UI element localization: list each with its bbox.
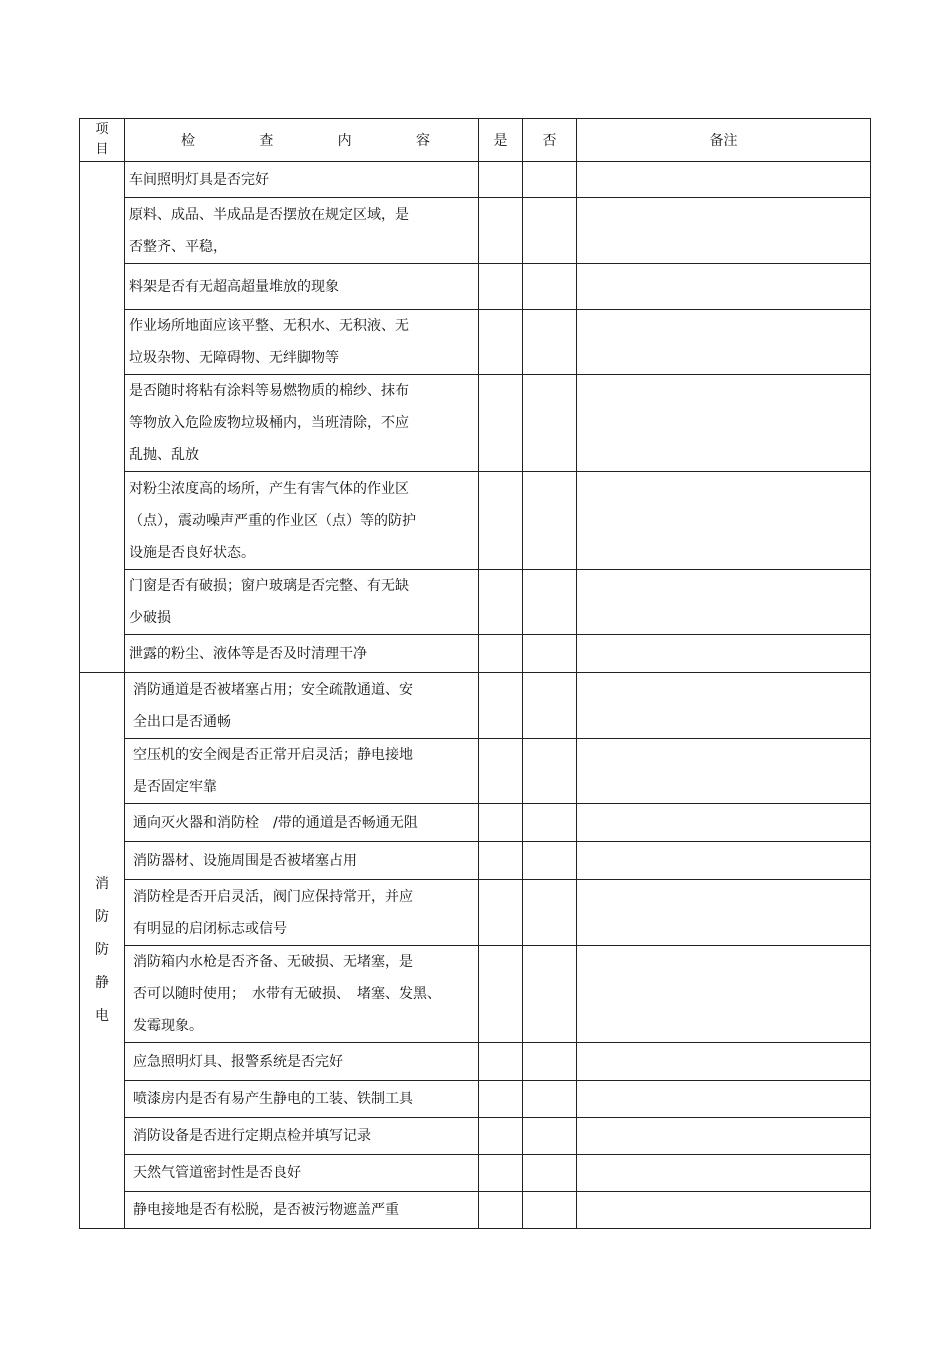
- check-item-line: 乱抛、乱放: [129, 447, 199, 463]
- content-header-char: 查: [259, 133, 274, 149]
- category-char: 防: [95, 942, 109, 958]
- check-item-line: 消防栓是否开启灵活，阀门应保持常开，并应: [133, 888, 413, 905]
- check-item-line: 是否固定牢靠: [133, 779, 217, 795]
- check-item-content: [125, 570, 479, 635]
- no-cell[interactable]: [523, 673, 577, 739]
- checklist-row: [80, 472, 871, 570]
- check-item-content: [125, 1043, 479, 1081]
- remark-cell[interactable]: [577, 570, 871, 635]
- no-cell[interactable]: [523, 1043, 577, 1081]
- check-item-line: 对粉尘浓度高的场所，产生有害气体的作业区: [129, 480, 409, 497]
- checklist-row: [80, 310, 871, 375]
- check-item-line: 静电接地是否有松脱，是否被污物遮盖严重: [133, 1202, 399, 1218]
- yes-cell[interactable]: [479, 804, 523, 842]
- checklist-row: [80, 1081, 871, 1118]
- remark-cell[interactable]: [577, 1043, 871, 1081]
- no-cell[interactable]: [523, 264, 577, 310]
- yes-cell[interactable]: [479, 635, 523, 673]
- yes-column-header: 是: [479, 119, 523, 162]
- no-cell[interactable]: [523, 946, 577, 1043]
- remark-cell[interactable]: [577, 375, 871, 472]
- yes-cell[interactable]: [479, 880, 523, 946]
- remark-cell[interactable]: [577, 946, 871, 1043]
- check-item-content: [125, 162, 479, 198]
- check-item-line: 全出口是否通畅: [133, 713, 231, 730]
- remark-cell[interactable]: [577, 1081, 871, 1118]
- check-item-line: 空压机的安全阀是否正常开启灵活；静电接地: [133, 747, 413, 763]
- item-column-header: [80, 119, 125, 162]
- no-cell[interactable]: [523, 739, 577, 804]
- no-cell[interactable]: [523, 472, 577, 570]
- check-item-content: [125, 1118, 479, 1155]
- no-cell[interactable]: [523, 635, 577, 673]
- check-item-content: [125, 198, 479, 264]
- check-item-line: 料架是否有无超高超量堆放的现象: [129, 278, 339, 295]
- item-header-char: 目: [95, 142, 109, 157]
- check-item-content: [125, 472, 479, 570]
- no-cell[interactable]: [523, 804, 577, 842]
- check-item-line: 垃圾杂物、无障碍物、无绊脚物等: [129, 350, 339, 366]
- yes-cell[interactable]: [479, 198, 523, 264]
- item-header-char: 项: [95, 122, 109, 137]
- check-item-line: 应急照明灯具、报警系统是否完好: [133, 1053, 343, 1070]
- check-item-line: 是否随时将粘有涂料等易燃物质的棉纱、抹布: [129, 383, 409, 399]
- check-item-line: 通向灭火器和消防栓 /带的通道是否畅通无阻: [133, 814, 418, 831]
- checklist-row: [80, 198, 871, 264]
- no-cell[interactable]: [523, 1192, 577, 1229]
- yes-cell[interactable]: [479, 472, 523, 570]
- remark-cell[interactable]: [577, 673, 871, 739]
- check-item-line: 少破损: [129, 610, 171, 626]
- checklist-row: [80, 635, 871, 673]
- remark-cell[interactable]: [577, 1118, 871, 1155]
- category-char: 静: [95, 975, 109, 991]
- check-item-content: [125, 310, 479, 375]
- remark-cell[interactable]: [577, 264, 871, 310]
- check-item-line: 有明显的启闭标志或信号: [133, 920, 287, 937]
- category-cell: [80, 673, 125, 1229]
- category-char: 防: [95, 909, 109, 925]
- yes-cell[interactable]: [479, 1192, 523, 1229]
- checklist-row: [80, 842, 871, 880]
- content-header-char: 检: [181, 133, 195, 149]
- remark-cell[interactable]: [577, 842, 871, 880]
- yes-cell[interactable]: [479, 375, 523, 472]
- content-header-char: 内: [337, 133, 352, 149]
- yes-cell[interactable]: [479, 1118, 523, 1155]
- checklist-row: [80, 162, 871, 198]
- remark-cell[interactable]: [577, 635, 871, 673]
- checklist-row: [80, 264, 871, 310]
- yes-cell[interactable]: [479, 264, 523, 310]
- check-item-line: 消防箱内水枪是否齐备、无破损、无堵塞，是: [133, 954, 413, 970]
- remark-cell[interactable]: [577, 472, 871, 570]
- check-item-content: [125, 635, 479, 673]
- check-item-line: 消防通道是否被堵塞占用；安全疏散通道、安: [133, 681, 413, 698]
- remark-cell[interactable]: [577, 198, 871, 264]
- header-row: [80, 119, 871, 162]
- check-item-content: [125, 375, 479, 472]
- check-item-content: [125, 946, 479, 1043]
- check-item-content: [125, 1192, 479, 1229]
- yes-cell[interactable]: [479, 739, 523, 804]
- remark-cell[interactable]: [577, 880, 871, 946]
- yes-cell[interactable]: [479, 162, 523, 198]
- check-item-line: 发霉现象。: [133, 1018, 203, 1034]
- check-item-line: （点），震动噪声严重的作业区（点）等的防护: [129, 512, 416, 529]
- no-cell[interactable]: [523, 842, 577, 880]
- checklist-row: [80, 570, 871, 635]
- content-column-header: [125, 119, 479, 162]
- check-item-content: [125, 804, 479, 842]
- yes-cell[interactable]: [479, 1043, 523, 1081]
- yes-cell[interactable]: [479, 842, 523, 880]
- checklist-row: [80, 946, 871, 1043]
- check-item-line: 泄露的粉尘、液体等是否及时清理干净: [129, 645, 367, 662]
- no-cell[interactable]: [523, 375, 577, 472]
- checklist-row: [80, 1192, 871, 1229]
- remark-column-header: 备注: [577, 119, 871, 162]
- check-item-line: 车间照明灯具是否完好: [129, 171, 269, 188]
- check-item-line: 原料、成品、半成品是否摆放在规定区域，是: [129, 206, 409, 223]
- yes-cell[interactable]: [479, 1155, 523, 1192]
- no-cell[interactable]: [523, 198, 577, 264]
- checklist-row: [80, 1118, 871, 1155]
- no-cell[interactable]: [523, 880, 577, 946]
- check-item-line: 喷漆房内是否有易产生静电的工装、铁制工具: [133, 1091, 413, 1107]
- checklist-body: [80, 162, 871, 1229]
- check-item-line: 门窗是否有破损；窗户玻璃是否完整、有无缺: [129, 578, 409, 594]
- remark-cell[interactable]: [577, 1155, 871, 1192]
- check-item-content: [125, 264, 479, 310]
- yes-cell[interactable]: [479, 1081, 523, 1118]
- check-item-content: [125, 1155, 479, 1192]
- checklist-row: [80, 880, 871, 946]
- category-char: 电: [95, 1008, 109, 1024]
- no-cell[interactable]: [523, 570, 577, 635]
- checklist-row: [80, 1043, 871, 1081]
- check-item-line: 否整齐、平稳，: [129, 238, 227, 255]
- no-column-header: 否: [523, 119, 577, 162]
- no-cell[interactable]: [523, 1155, 577, 1192]
- checklist-row: [80, 739, 871, 804]
- check-item-line: 天然气管道密封性是否良好: [133, 1165, 301, 1181]
- yes-cell[interactable]: [479, 570, 523, 635]
- yes-cell[interactable]: [479, 673, 523, 739]
- remark-cell[interactable]: [577, 1192, 871, 1229]
- checklist-row: [80, 375, 871, 472]
- remark-cell[interactable]: [577, 310, 871, 375]
- checklist-row: [80, 673, 871, 739]
- category-char: 消: [95, 876, 109, 892]
- yes-cell[interactable]: [479, 946, 523, 1043]
- check-item-content: [125, 673, 479, 739]
- content-header-char: 容: [415, 133, 430, 149]
- inspection-checklist-table: [79, 118, 871, 1229]
- yes-cell[interactable]: [479, 310, 523, 375]
- remark-cell[interactable]: [577, 162, 871, 198]
- no-cell[interactable]: [523, 1081, 577, 1118]
- no-cell[interactable]: [523, 1118, 577, 1155]
- check-item-line: 消防设备是否进行定期点检并填写记录: [133, 1128, 371, 1144]
- checklist-row: [80, 804, 871, 842]
- check-item-content: [125, 1081, 479, 1118]
- checklist-row: [80, 1155, 871, 1192]
- check-item-content: [125, 739, 479, 804]
- no-cell[interactable]: [523, 162, 577, 198]
- no-cell[interactable]: [523, 310, 577, 375]
- check-item-content: [125, 880, 479, 946]
- check-item-line: 设施是否良好状态。: [129, 544, 255, 561]
- remark-cell[interactable]: [577, 739, 871, 804]
- check-item-line: 消防器材、设施周围是否被堵塞占用: [133, 852, 357, 869]
- check-item-content: [125, 842, 479, 880]
- check-item-line: 作业场所地面应该平整、无积水、无积液、无: [129, 318, 409, 334]
- category-cell: [80, 162, 125, 673]
- check-item-line: 否可以随时使用； 水带有无破损、 堵塞、发黑、: [133, 986, 441, 1002]
- remark-cell[interactable]: [577, 804, 871, 842]
- check-item-line: 等物放入危险废物垃圾桶内，当班清除，不应: [129, 415, 409, 431]
